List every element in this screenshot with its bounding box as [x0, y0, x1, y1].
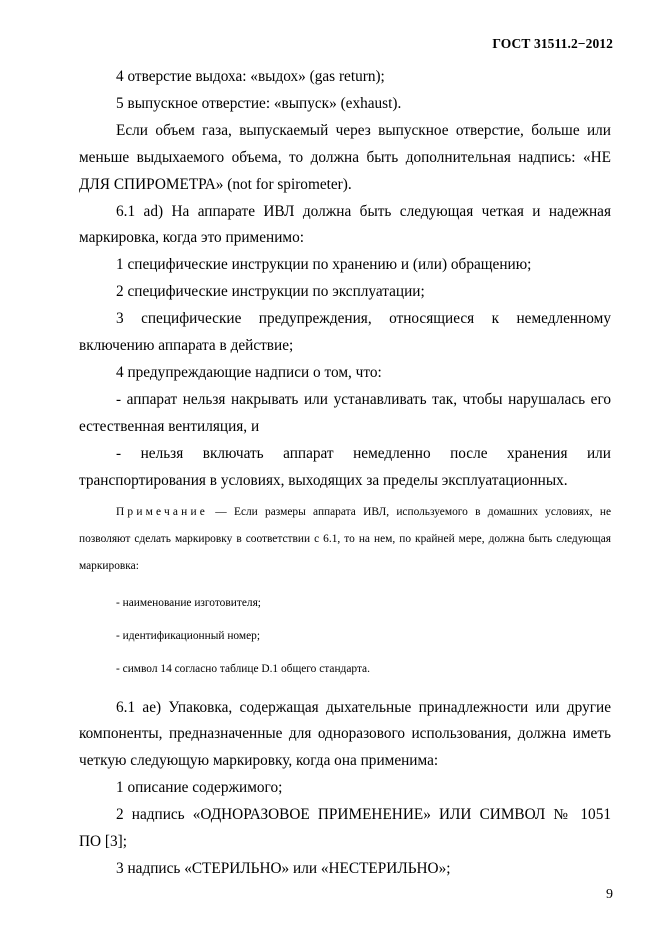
document-body — [79, 64, 611, 883]
note-dash: — — [208, 505, 234, 518]
paragraph-spirometer: Если объем газа, выпускаемый через выпускное отверстие, больше или меньше выдыхаемого объема, то должна быть дополнительная надпись: «НЕ ДЛЯ СПИРОМЕТРА» (not for spirometer). — [79, 121, 611, 193]
list-item-no-switch-line1: - нельзя включать аппарат немедленно после хранения или — [116, 444, 611, 462]
note-item-symbol: - символ 14 согласно таблице D.1 общего стандарта. — [116, 662, 370, 675]
list-item-ventilation: - аппарат нельзя накрывать или устанавливать так, чтобы нарушалась его естественная вентиляция, и — [79, 390, 611, 435]
paragraph-6-1-ad: 6.1 ad) На аппарате ИВЛ должна быть следующая четкая и надежная маркировка, когда это применимо: — [79, 202, 611, 247]
list-item-no-switch-line2: транспортирования в условиях, выходящих за пределы эксплуатационных. — [79, 471, 568, 489]
note-item-manufacturer: - наименование изготовителя; — [116, 596, 261, 609]
paragraph-exhaust: 5 выпускное отверстие: «выпуск» (exhaust). — [116, 94, 402, 112]
list-item-warnings-line1: 3 специфические предупреждения, относящиеся к немедленному — [116, 310, 611, 328]
page-number: 9 — [606, 887, 613, 902]
list-item-single-use-line2: ПО [3]; — [79, 833, 128, 851]
list-item-warning-labels: 4 предупреждающие надписи о том, что: — [116, 363, 382, 381]
list-item-storage: 1 специфические инструкции по хранению и (или) обращению; — [116, 256, 532, 274]
list-item-operation: 2 специфические инструкции по эксплуатации; — [116, 283, 425, 301]
paragraph-6-1-ae: 6.1 ae) Упаковка, содержащая дыхательные принадлежности или другие компоненты, предназначенные для одноразового использования, должна иметь четкую следующую маркировку, когда она применима: — [79, 698, 611, 770]
note-block — [79, 499, 611, 580]
list-item-sterile: 3 надпись «СТЕРИЛЬНО» или «НЕСТЕРИЛЬНО»; — [116, 859, 451, 877]
note-label: Примечание — [116, 505, 209, 518]
note-item-id-number: - идентификационный номер; — [116, 629, 261, 642]
note-text: Если размеры аппарата ИВЛ, используемого в домашних условиях, не позволяют сделать маркировку в соответствии с 6.1, то на нем, по крайней мере, должна быть следующая маркировка: — [79, 505, 611, 572]
list-item-contents: 1 описание содержимого; — [116, 779, 283, 797]
paragraph-gas-return: 4 отверстие выдоха: «выдох» (gas return); — [116, 68, 385, 85]
document-header: ГОСТ 31511.2−2012 — [492, 36, 613, 51]
list-item-single-use-line1: 2 надпись «ОДНОРАЗОВОЕ ПРИМЕНЕНИЕ» ИЛИ СИМВОЛ № 1051 — [116, 806, 611, 824]
list-item-warnings-line2: включению аппарата в действие; — [79, 337, 294, 355]
